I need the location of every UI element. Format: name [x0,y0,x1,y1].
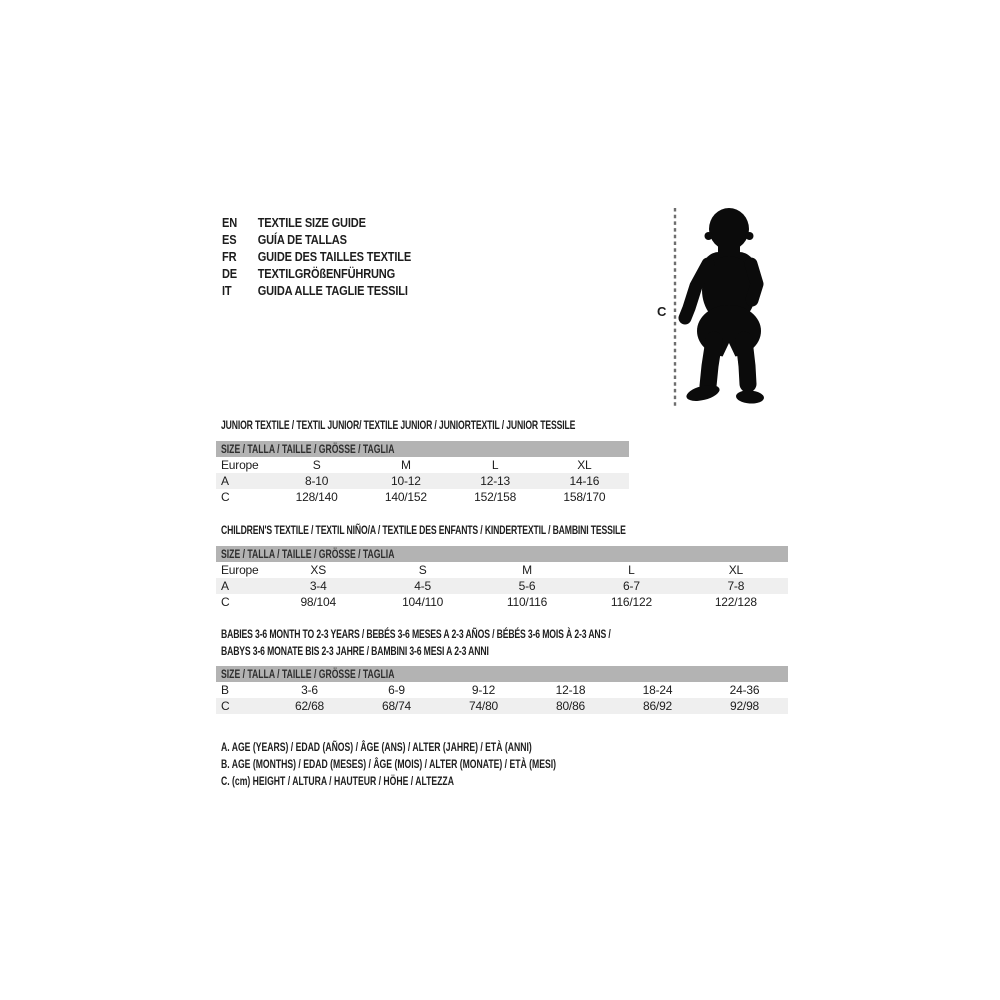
language-code: DE [222,266,238,281]
cell: 6-9 [388,683,405,697]
cell: 152/158 [474,490,517,504]
row-label: A [221,474,229,488]
cell: M [522,563,532,577]
language-code: EN [222,215,238,230]
legend-line-c: C. (cm) HEIGHT / ALTURA / HAUTEUR / HÖHE / ALTEZZA [221,774,454,788]
table-row [216,698,788,714]
children-table-title: CHILDREN'S TEXTILE / TEXTIL NIÑO/A / TEXTILE DES ENFANTS / KINDERTEXTIL / BAMBINI TESSILE [221,523,626,537]
cell: 6-7 [623,579,640,593]
row-label: Europe [221,563,259,577]
cell: 74/80 [468,699,499,713]
table-row [216,489,629,505]
cell: 5-6 [518,579,536,593]
cell: XS [310,563,326,577]
row-label: C [221,595,230,609]
junior-table-section [216,418,629,508]
language-row-en [222,214,411,231]
cell: M [400,458,411,472]
cell: 92/98 [729,699,760,713]
cell: 7-8 [727,579,745,593]
table-row [216,682,788,698]
cell: 128/140 [295,490,338,504]
babies-table-title-line2: BABYS 3-6 MONATE BIS 2-3 JAHRE / BAMBINI 3-6 MESI A 2-3 ANNI [221,644,489,658]
table-row [216,457,629,473]
row-label: Europe [221,458,259,472]
cell: 158/170 [563,490,606,504]
language-code: ES [222,232,237,247]
size-header-bar: SIZE / TALLA / TAILLE / GRÖSSE / TAGLIA [216,441,629,457]
cell: 8-10 [305,474,329,488]
size-header-bar: SIZE / TALLA / TAILLE / GRÖSSE / TAGLIA [216,666,788,682]
legend-line-a: A. AGE (YEARS) / EDAD (AÑOS) / ÂGE (ANS) / ALTER (JAHRE) / ETÀ (ANNI) [221,740,532,754]
cell: 12-13 [480,474,510,488]
cell: S [418,563,427,577]
legend-line-b: B. AGE (MONTHS) / EDAD (MESES) / ÂGE (MOIS) / ALTER (MONATE) / ETÀ (MESI) [221,757,557,771]
cell: 3-4 [309,579,327,593]
cell: 10-12 [391,474,421,488]
cell: 12-18 [555,683,586,697]
table-row [216,578,788,594]
babies-table-title-line1: BABIES 3-6 MONTH TO 2-3 YEARS / BEBÉS 3-6 MESES A 2-3 AÑOS / BÉBÉS 3-6 MOIS À 2-3 ANS / [221,627,611,641]
cell: 110/116 [506,595,548,609]
cell: 62/68 [294,699,325,713]
toddler-silhouette [640,190,800,412]
row-label: B [221,683,229,697]
cell: 9-12 [471,683,496,697]
language-row-fr [222,248,411,265]
table-row [216,594,788,610]
language-code: FR [222,249,237,264]
row-label: C [221,699,230,713]
cell: 122/128 [714,595,757,609]
language-label: GUIDA ALLE TAGLIE TESSILI [257,283,408,298]
cell: 116/122 [610,595,652,609]
language-label: TEXTILE SIZE GUIDE [257,215,366,230]
cell: 18-24 [642,683,673,697]
cell: XL [577,458,592,472]
language-label: TEXTILGRÖßENFÜHRUNG [257,266,396,281]
cell: 140/152 [384,490,427,504]
cell: 86/92 [642,699,673,713]
measure-legend [221,739,686,790]
junior-table-title: JUNIOR TEXTILE / TEXTIL JUNIOR/ TEXTILE JUNIOR / JUNIORTEXTIL / JUNIOR TESSILE [221,418,576,432]
language-label: GUÍA DE TALLAS [257,232,347,247]
babies-table-section [216,627,788,717]
children-table-section [216,523,788,613]
height-measure-label: C [657,304,667,319]
table-row [216,473,629,489]
cell: 3-6 [301,683,318,697]
cell: 80/86 [555,699,586,713]
language-list [222,214,444,299]
cell: L [491,458,499,472]
size-header-bar: SIZE / TALLA / TAILLE / GRÖSSE / TAGLIA [216,546,788,562]
cell: 4-5 [414,579,431,593]
cell: 24-36 [729,683,760,697]
row-label: A [221,579,229,593]
cell: 98/104 [300,595,336,609]
cell: S [312,458,321,472]
cell: L [628,563,635,577]
cell: 68/74 [381,699,412,713]
language-row-de [222,265,411,282]
row-label: C [221,490,230,504]
language-row-it [222,282,411,299]
language-row-es [222,231,411,248]
cell: XL [728,563,743,577]
language-code: IT [222,283,232,298]
cell: 14-16 [569,474,600,488]
cell: 104/110 [402,595,444,609]
table-row [216,562,788,578]
language-label: GUIDE DES TAILLES TEXTILE [257,249,412,264]
